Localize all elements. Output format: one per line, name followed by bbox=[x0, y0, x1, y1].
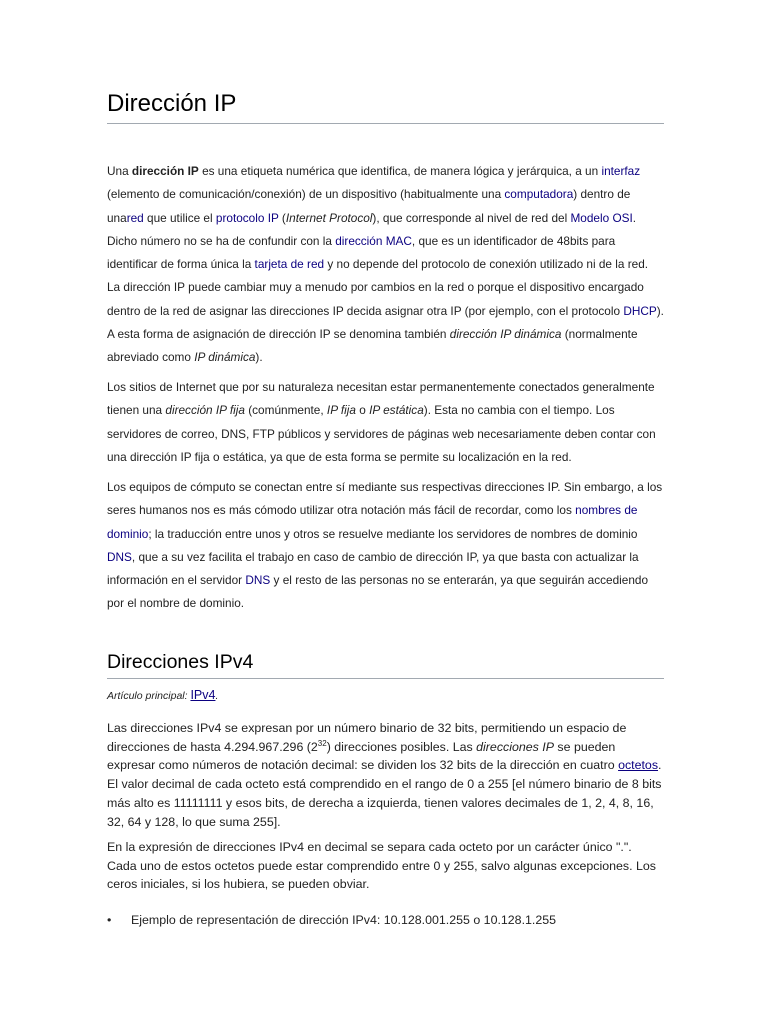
bullet-icon: • bbox=[107, 913, 112, 927]
list-item: • Ejemplo de representación de dirección IPv4: 10.128.001.255 o 10.128.1.255 bbox=[107, 913, 557, 927]
superscript: 32 bbox=[317, 738, 327, 748]
section-heading-ipv4: Direcciones IPv4 bbox=[107, 651, 664, 679]
intro-paragraph: Una dirección IP es una etiqueta numérica que identifica, de manera lógica y jerárquica, a un interfaz (elemento de comunicación/conexión) de un dispositivo (habitualmente una computadora) dentro de unared que utilice el protocolo IP (Internet Protocol), que corresponde al nivel de red del Modelo OSI. Dicho número no se ha de confundir con la dirección MAC, que es un identificador de 48bits para identificar de forma única la tarjeta de red y no depende del protocolo de conexión utilizado ni de la red. La dirección IP puede cambiar muy a menudo por cambios en la red o porque el dispositivo encargado dentro de la red de asignar las direcciones IP decida asignar otra IP (por ejemplo, con el protocolo DHCP). A esta forma de asignación de dirección IP se denomina también dirección IP dinámica (normalmente abreviado como IP dinámica). bbox=[107, 164, 664, 365]
link-interfaz[interactable]: interfaz bbox=[601, 164, 641, 178]
link-direccion-mac[interactable]: dirección MAC bbox=[335, 233, 412, 248]
link-dhcp[interactable]: DHCP bbox=[623, 303, 657, 318]
link-dns-server[interactable]: DNS bbox=[245, 573, 271, 588]
link-protocolo-ip[interactable]: protocolo IP bbox=[215, 210, 279, 225]
fixed-ip-paragraph: Los sitios de Internet que por su naturaleza necesitan estar permanentemente conectados generalmente tienen una dirección IP fija (comúnmente, IP fija o IP estática). Esta no cambia con el tiempo. Los servidores de correo, DNS, FTP públicos y servidores de páginas web necesariamente deben contar con una dirección IP fija o estática, ya que de esta forma se permite su localización en la red. bbox=[107, 380, 656, 464]
link-red[interactable]: red bbox=[126, 210, 144, 225]
link-modelo-osi[interactable]: Modelo OSI bbox=[570, 210, 633, 225]
example-list bbox=[107, 913, 664, 927]
link-tarjeta-de-red[interactable]: tarjeta de red bbox=[254, 257, 325, 272]
link-nombres-de-dominio[interactable]: nombres de dominio bbox=[107, 503, 638, 541]
link-dns[interactable]: DNS bbox=[107, 549, 132, 564]
link-computadora[interactable]: computadora bbox=[504, 187, 574, 202]
bold-term: dirección IP bbox=[131, 164, 199, 178]
page-title: Dirección IP bbox=[107, 90, 664, 124]
ipv4-paragraph: Las direcciones IPv4 se expresan por un número binario de 32 bits, permitiendo un espacio de direcciones de hasta 4.294.967.296 $(2^{32})$ direcciones posibles. Las direcciones IP se pueden expresar como números de notación decimal: se dividen los 32 bits de la dirección en cuatro octetos. El valor decimal de cada octeto está comprendido en el rango de 0 a 255 [el número binario de 8 bits más alto es 11111111 y esos bits, de derecha a izquierda, tienen valores decimales de 1, 2, 4, 8, 16, 32, 64 y 128, lo que suma 255]. bbox=[107, 721, 662, 829]
ipv4-notation-paragraph: En la expresión de direcciones IPv4 en decimal se separa cada octeto por un carácter único ".". Cada uno de estos octetos puede estar comprendido entre 0 y 255, salvo algunas excepciones. Los ceros iniciales, si los hubiera, se pueden obviar. bbox=[107, 840, 656, 892]
hatnote: Artículo principal: IPv4. bbox=[107, 688, 219, 702]
link-octetos[interactable]: octetos bbox=[618, 758, 659, 773]
dns-paragraph: Los equipos de cómputo se conectan entre sí mediante sus respectivas direcciones IP. Sin embargo, a los seres humanos nos es más cómodo utilizar otra notación más fácil de recordar, como los nombres de dominio; la traducción entre unos y otros se resuelve mediante los servidores de nombres de dominio DNS, que a su vez facilita el trabajo en caso de cambio de dirección IP, ya que basta con actualizar la información en el servidor DNS y el resto de las personas no se enterarán, ya que seguirán accediendo por el nombre de dominio. bbox=[107, 480, 663, 611]
link-ipv4[interactable]: IPv4 bbox=[190, 688, 216, 702]
